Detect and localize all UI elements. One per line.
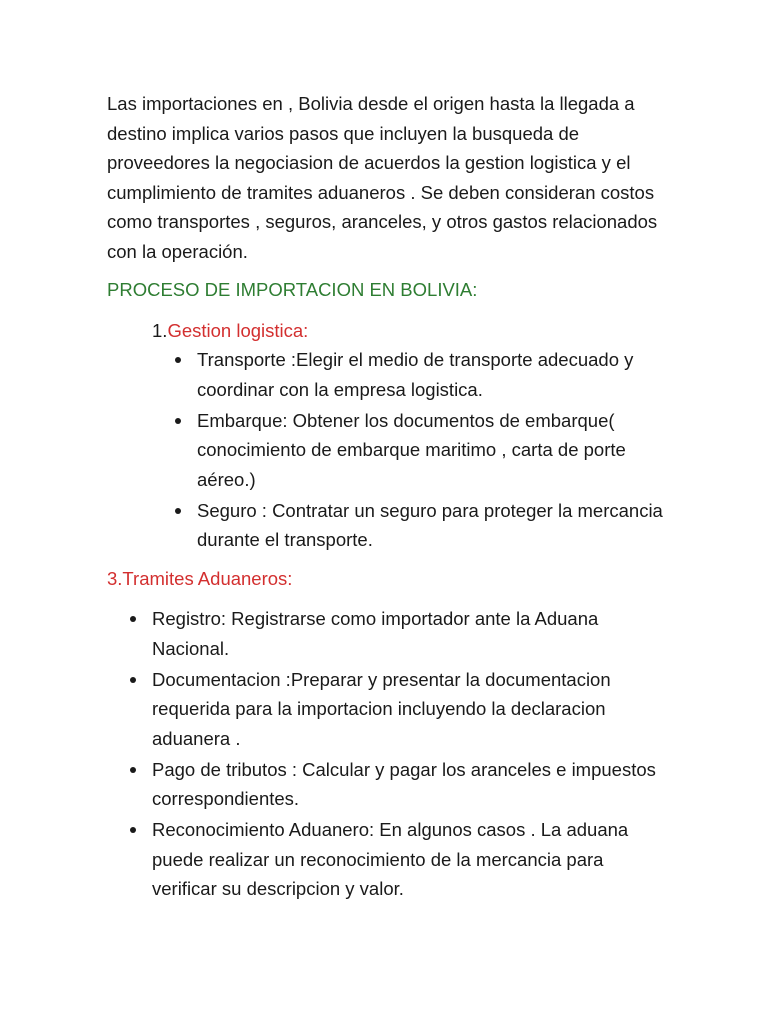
list-item bbox=[152, 755, 667, 814]
section-2-list bbox=[152, 604, 667, 905]
main-heading: PROCESO DE IMPORTACION EN BOLIVIA: bbox=[107, 279, 478, 300]
list-item bbox=[197, 406, 667, 495]
list-item-text: Pago de tributos : Calcular y pagar los aranceles e impuestos correspondientes. bbox=[152, 758, 656, 809]
list-item-text: Embarque: Obtener los documentos de embarque( conocimiento de embarque maritimo , carta de porte aéreo.) bbox=[197, 409, 626, 490]
list-item-text: Reconocimiento Aduanero: En algunos casos . La aduana puede realizar un reconocimiento de la mercancia para verificar su descripcion y valor. bbox=[152, 819, 629, 899]
bullet-icon bbox=[130, 677, 136, 683]
list-item-text: Registro: Registrarse como importador ante la Aduana Nacional. bbox=[152, 608, 599, 659]
list-item bbox=[152, 665, 667, 754]
section-1-list bbox=[197, 345, 667, 556]
list-item-text: Documentacion :Preparar y presentar la documentacion requerida para la importacion incluyendo la declaracion aduanera . bbox=[152, 668, 611, 749]
bullet-icon bbox=[175, 508, 181, 514]
bullet-icon bbox=[130, 827, 136, 833]
intro-paragraph: Las importaciones en , Bolivia desde el origen hasta la llegada a destino implica varios pasos que incluyen la busqueda de proveedores la negociasion de acuerdos la gestion logistica y el cumplimiento de tramites aduaneros . Se deben consideran costos como transportes , seguros, aranceles, y otros gastos relacionados con la operación. bbox=[107, 93, 658, 262]
section-1-title: Gestion logistica: bbox=[167, 320, 309, 341]
section-2-heading bbox=[107, 564, 292, 594]
list-item bbox=[197, 496, 667, 555]
section-1-number: 1. bbox=[152, 320, 168, 341]
list-item bbox=[152, 815, 667, 904]
list-item bbox=[152, 604, 667, 663]
section-2-title: 3.Tramites Aduaneros: bbox=[107, 568, 293, 589]
list-item-text: Seguro : Contratar un seguro para proteger la mercancia durante el transporte. bbox=[197, 499, 663, 550]
list-item bbox=[197, 345, 667, 404]
bullet-icon bbox=[175, 418, 181, 424]
bullet-icon bbox=[175, 357, 181, 363]
section-1-heading bbox=[152, 316, 308, 346]
bullet-icon bbox=[130, 616, 136, 622]
bullet-icon bbox=[130, 767, 136, 773]
list-item-text: Transporte :Elegir el medio de transporte adecuado y coordinar con la empresa logistica. bbox=[197, 349, 634, 400]
